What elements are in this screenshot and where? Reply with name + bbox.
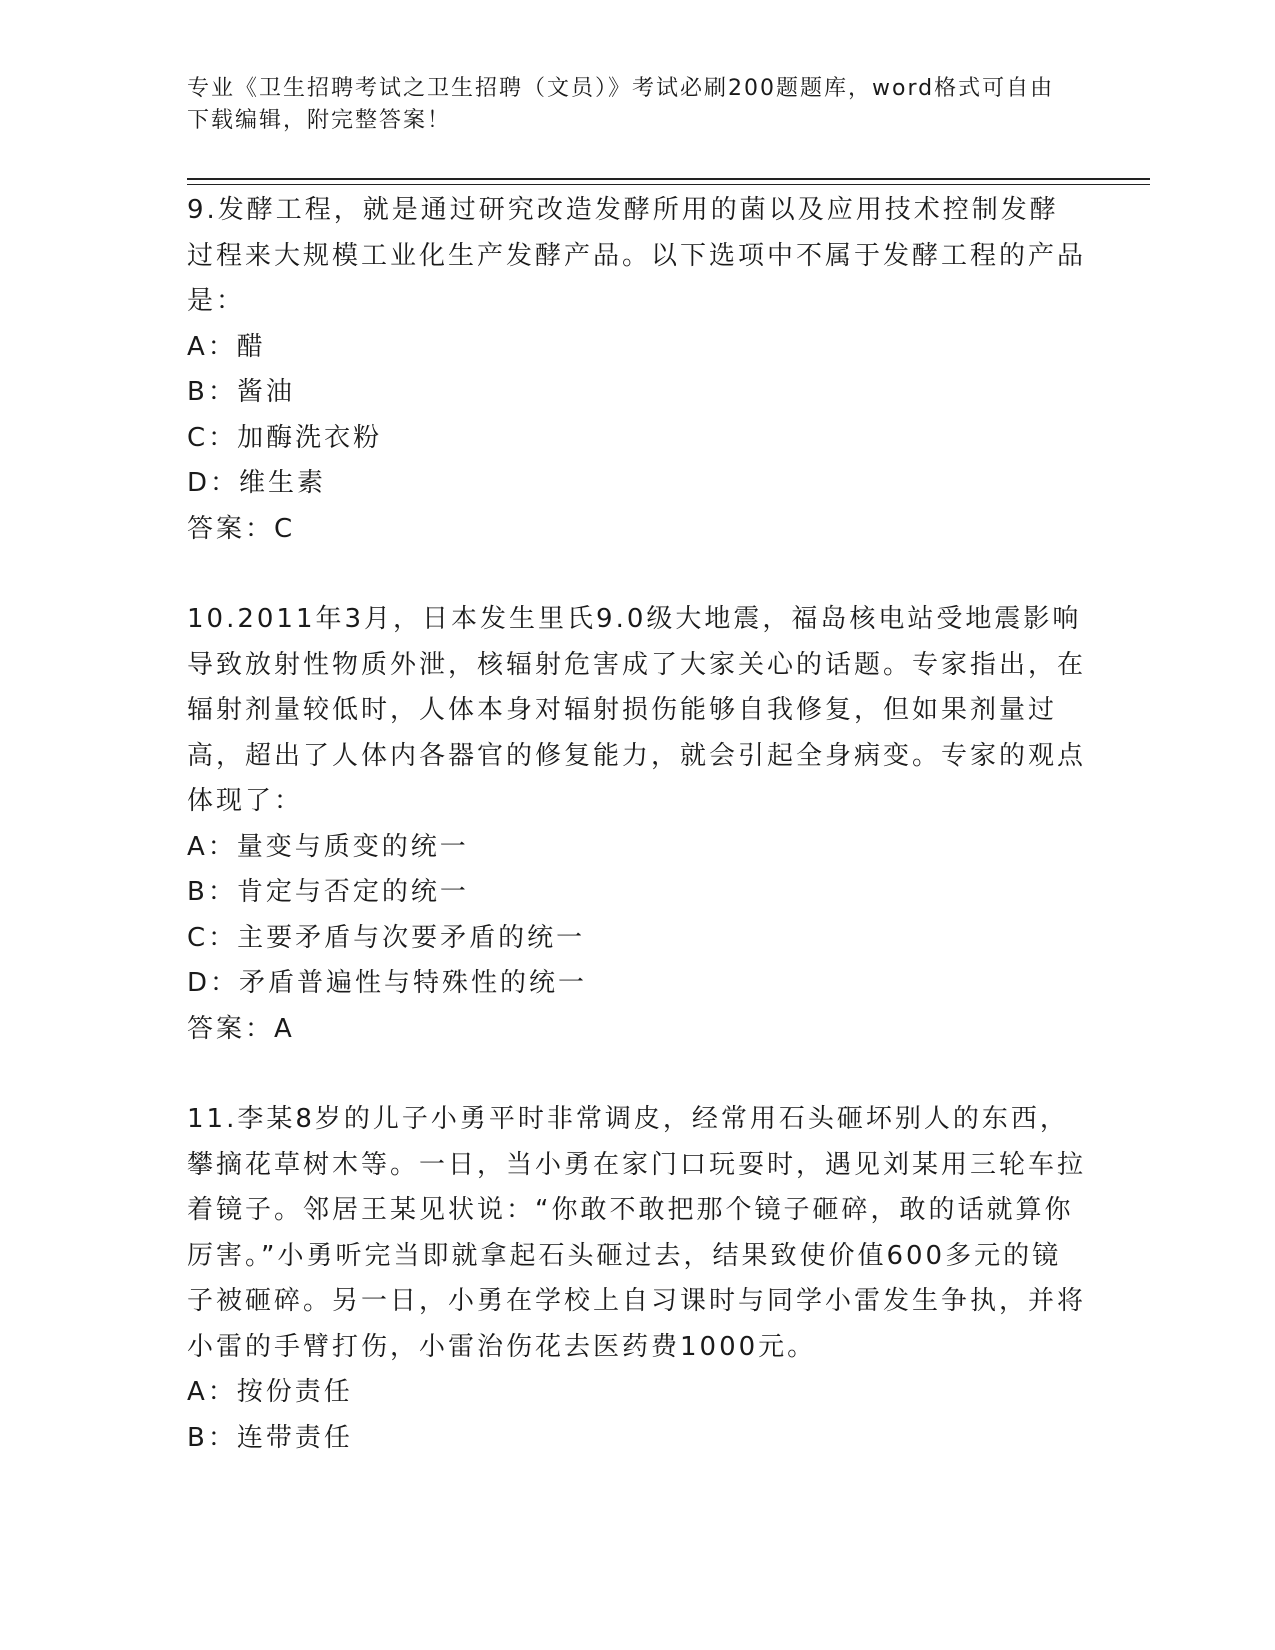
option-d: D：维生素 [187, 468, 327, 498]
answer: 答案：A [187, 1013, 295, 1044]
option-c: C：加酶洗衣粉 [187, 422, 383, 453]
answer: 答案：C [187, 513, 296, 544]
question-list [187, 188, 1087, 1506]
question-9 [187, 188, 1087, 552]
header-rule-thick [187, 178, 1150, 180]
question-text: 9.发酵工程，就是通过研究改造发酵所用的菌以及应用技术控制发酵过程来大规模工业化生产发酵产品。以下选项中不属于发酵工程的产品是： [187, 195, 1087, 316]
option-b: B：肯定与否定的统一 [187, 877, 469, 907]
question-text: 10.2011年3月，日本发生里氏9.0级大地震，福岛核电站受地震影响导致放射性物质外泄，核辐射危害成了大家关心的话题。专家指出，在辐射剂量较低时，人体本身对辐射损伤能够自我修复，但如果剂量过高，超出了人体内各器官的修复能力，就会引起全身病变。专家的观点体现了： [187, 604, 1087, 816]
option-b: B：连带责任 [187, 1422, 353, 1453]
question-text: 11.李某8岁的儿子小勇平时非常调皮，经常用石头砸坏别人的东西，攀摘花草树木等。一日，当小勇在家门口玩耍时，遇见刘某用三轮车拉着镜子。邻居王某见状说：“你敢不敢把那个镜子砸碎，敢的话就算你厉害。”小勇听完当即就拿起石头砸过去，结果致使价值600多元的镜子被砸碎。另一日，小勇在学校上自习课时与同学小雷发生争执，并将小雷的手臂打伤，小雷治伤花去医药费1000元。 [187, 1104, 1087, 1362]
option-a: A：醋 [187, 331, 266, 362]
option-d: D：矛盾普遍性与特殊性的统一 [187, 968, 588, 998]
option-a: A：量变与质变的统一 [187, 831, 469, 862]
option-c: C：主要矛盾与次要矛盾的统一 [187, 922, 586, 953]
option-a: A：按份责任 [187, 1377, 353, 1407]
page-header: 专业《卫生招聘考试之卫生招聘（文员）》考试必刷200题题库，word格式可自由下载编辑，附完整答案！ [187, 76, 1055, 133]
question-10 [187, 597, 1087, 1052]
option-b: B：酱油 [187, 377, 295, 407]
question-11 [187, 1097, 1087, 1461]
header-rule-thin [187, 184, 1150, 185]
